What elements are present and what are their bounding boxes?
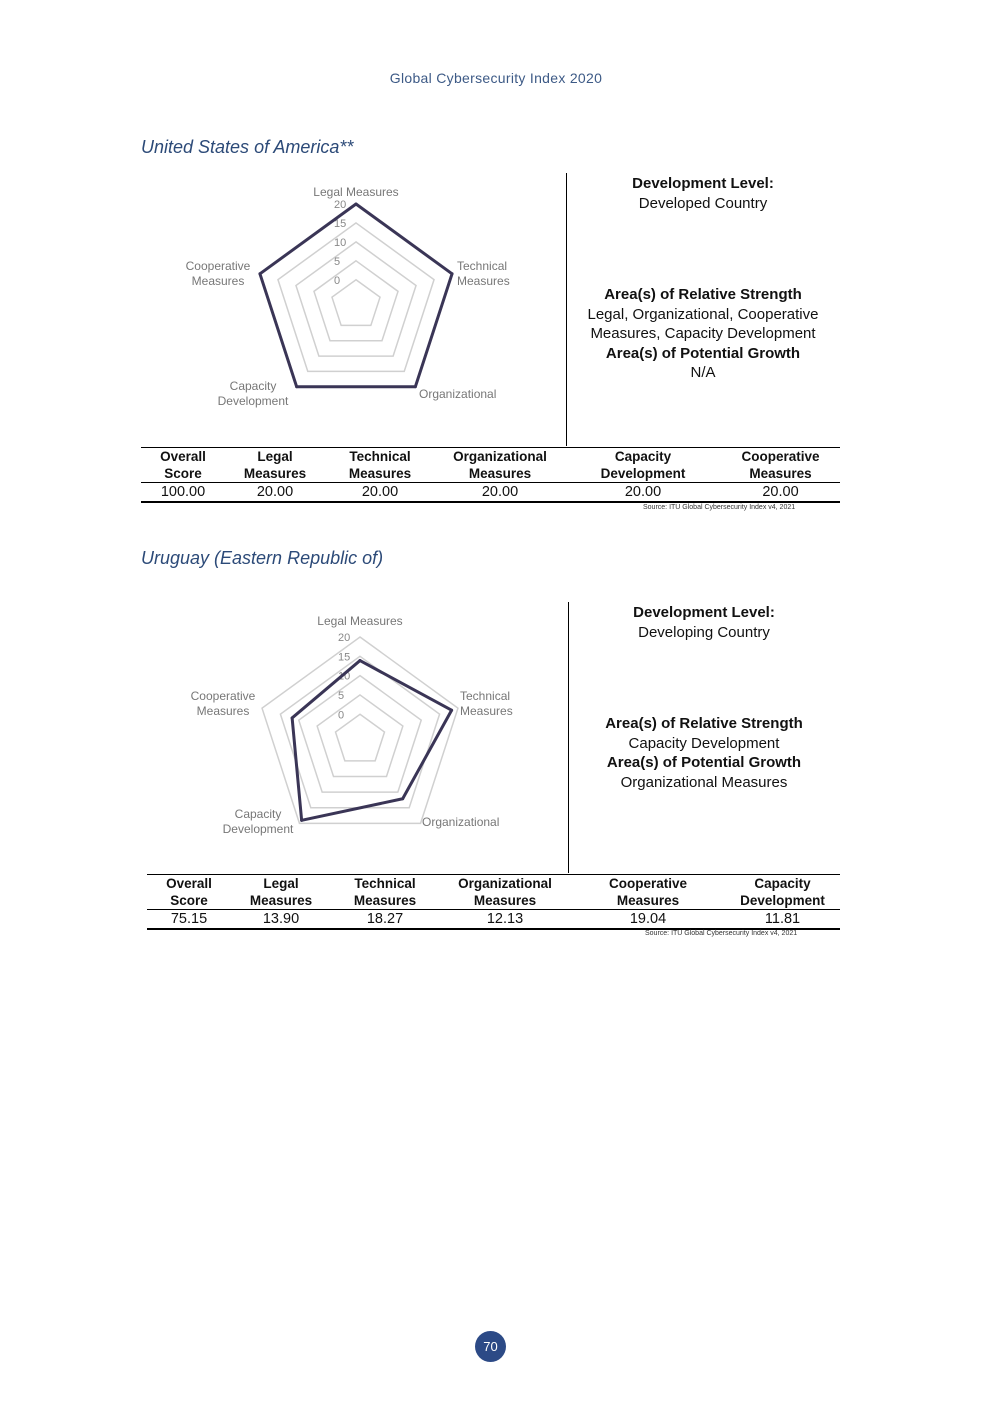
development-level-value: Developing Country	[638, 623, 770, 641]
radar-grid-ring	[296, 242, 416, 356]
radar-point	[300, 819, 303, 822]
radar-tick-label: 10	[338, 670, 351, 683]
radar-point	[450, 709, 453, 712]
table-cell: 20.00	[225, 483, 325, 503]
strength-label: Area(s) of Relative Strength	[605, 715, 803, 732]
page-header-title: Global Cybersecurity Index 2020	[389, 70, 603, 86]
table-cell: 20.00	[721, 483, 840, 503]
radar-point	[451, 272, 454, 275]
radar-point	[359, 659, 362, 662]
radar-axis-label: Legal Measures	[317, 614, 403, 628]
table-cell: 12.13	[439, 910, 571, 930]
radar-grid-ring	[314, 261, 398, 341]
strength-value-line: Legal, Organizational, Cooperative	[587, 305, 819, 323]
radar-axis-label: Legal Measures	[313, 185, 399, 199]
radar-series-line	[260, 204, 452, 387]
table-header: Legal Measures	[225, 448, 325, 483]
table-header: Organizational Measures	[435, 448, 565, 483]
radar-axis-label: Capacity Development	[222, 807, 294, 836]
radar-point	[258, 272, 261, 275]
radar-chart	[150, 605, 550, 865]
radar-grid-ring	[317, 695, 403, 777]
radar-point	[295, 385, 298, 388]
table-header: Capacity Development	[725, 875, 840, 910]
table-cell: 20.00	[565, 483, 721, 503]
radar-tick-label: 5	[338, 689, 345, 702]
radar-tick-label: 0	[334, 274, 341, 287]
table-header: Overall Score	[147, 875, 231, 910]
development-level-label: Development Level:	[633, 604, 775, 621]
radar-axis-label: Cooperative Measures	[185, 259, 251, 288]
radar-tick-label: 20	[334, 199, 347, 211]
growth-label: Area(s) of Potential Growth	[605, 344, 801, 362]
table-cell: 20.00	[435, 483, 565, 503]
radar-axis-label: Technical Measures	[460, 689, 513, 718]
score-table	[141, 447, 840, 503]
table-cell: 13.90	[231, 910, 331, 930]
table-header: Technical Measures	[331, 875, 439, 910]
radar-point	[291, 716, 294, 719]
radar-axis-label: Organizational	[419, 387, 497, 401]
radar-tick-label: 15	[338, 651, 351, 664]
strength-label: Area(s) of Relative Strength	[604, 286, 802, 303]
radar-tick-label: 10	[334, 236, 347, 249]
radar-grid-ring	[299, 676, 421, 792]
strength-value-line: Capacity Development	[628, 734, 780, 752]
growth-value: N/A	[690, 364, 716, 381]
development-level-label: Development Level:	[632, 175, 774, 192]
source-note: Source: ITU Global Cybersecurity Index v4, 2021	[643, 504, 796, 511]
country-title: United States of America**	[141, 137, 354, 157]
table-cell: 75.15	[147, 910, 231, 930]
table-cell: 19.04	[571, 910, 725, 930]
growth-value: Organizational Measures	[620, 773, 788, 791]
source-note: Source: ITU Global Cybersecurity Index v4, 2021	[645, 930, 798, 937]
radar-chart	[150, 175, 550, 435]
table-cell: 100.00	[141, 483, 225, 503]
radar-axis-label: Technical Measures	[457, 259, 510, 288]
table-header: Technical Measures	[325, 448, 435, 483]
radar-point	[401, 797, 404, 800]
table-header: Cooperative Measures	[721, 448, 840, 483]
radar-tick-label: 15	[334, 217, 347, 230]
radar-tick-label: 20	[338, 632, 351, 644]
strength-value-line: Measures, Capacity Development	[590, 325, 816, 342]
table-header: Legal Measures	[231, 875, 331, 910]
radar-axis-label: Organizational	[422, 815, 500, 829]
radar-axis-label: Cooperative Measures	[190, 689, 256, 718]
page-number: 70	[475, 1331, 506, 1362]
table-cell: 11.81	[725, 910, 840, 930]
info-panel	[566, 174, 840, 383]
info-panel	[568, 603, 840, 792]
table-header: Overall Score	[141, 448, 225, 483]
radar-grid-ring	[280, 656, 439, 807]
radar-point	[355, 203, 358, 206]
score-table	[147, 874, 840, 930]
radar-axis-label: Capacity Development	[217, 379, 289, 408]
radar-point	[414, 385, 417, 388]
radar-tick-label: 5	[334, 255, 341, 268]
table-header: Cooperative Measures	[571, 875, 725, 910]
table-header: Capacity Development	[565, 448, 721, 483]
radar-tick-label: 0	[338, 709, 345, 722]
country-title: Uruguay (Eastern Republic of)	[141, 548, 384, 568]
radar-grid-ring	[262, 637, 458, 823]
development-level-value: Developed Country	[638, 194, 768, 212]
growth-label: Area(s) of Potential Growth	[606, 754, 802, 771]
table-header: Organizational Measures	[439, 875, 571, 910]
table-cell: 20.00	[325, 483, 435, 503]
table-cell: 18.27	[331, 910, 439, 930]
